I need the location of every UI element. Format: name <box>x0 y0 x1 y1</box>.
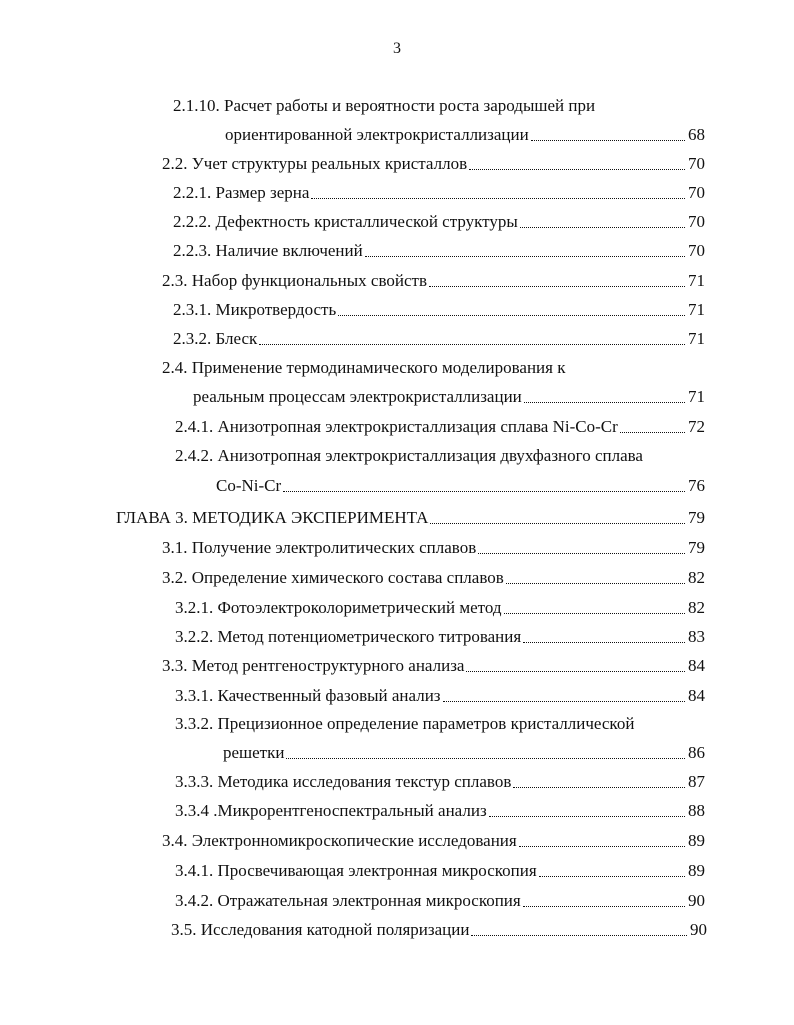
toc-entry <box>162 266 705 295</box>
toc-entry-page: 90 <box>690 920 707 939</box>
toc-entry <box>175 622 705 651</box>
toc-entry-title: 3.2. Определение химического состава сплавов <box>162 568 504 587</box>
dot-leader <box>489 815 685 817</box>
toc-entry <box>193 382 705 411</box>
toc-entry <box>175 856 705 885</box>
toc-entry-page: 89 <box>688 861 705 880</box>
dot-leader <box>429 285 685 287</box>
toc-entry-title: 3.3.4 .Микрорентгеноспектральный анализ <box>175 801 487 820</box>
toc-entry-page: 76 <box>688 476 705 495</box>
toc-entry <box>223 738 705 767</box>
toc-entry-page: 90 <box>688 891 705 910</box>
toc-entry-title: 3.4.2. Отражательная электронная микроскопия <box>175 891 521 910</box>
toc-entry <box>173 207 705 236</box>
toc-entry-title: 3.2.1. Фотоэлектроколориметрический метод <box>175 598 502 617</box>
toc-entry-page: 70 <box>688 154 705 173</box>
toc-entry-title: ориентированной электрокристаллизации <box>225 125 529 144</box>
toc-entry <box>175 441 643 470</box>
toc-entry-title: 2.3.1. Микротвердость <box>173 300 337 319</box>
toc-entry <box>162 563 705 592</box>
toc-entry-page: 79 <box>688 508 705 527</box>
toc-entry-page: 82 <box>688 568 705 587</box>
dot-leader <box>430 522 685 524</box>
toc-entry <box>175 886 705 915</box>
toc-entry <box>173 178 705 207</box>
toc-entry-page: 71 <box>688 271 705 290</box>
toc-entry-page: 70 <box>688 241 705 260</box>
toc-entry <box>175 412 705 441</box>
toc-entry <box>171 915 707 944</box>
toc-entry-title: 3.2.2. Метод потенциометрического титрования <box>175 627 522 646</box>
dot-leader <box>286 757 685 759</box>
toc-entry-page: 79 <box>688 538 705 557</box>
dot-leader <box>520 226 685 228</box>
toc-entry-title: 3.3. Метод рентгеноструктурного анализа <box>162 656 465 675</box>
toc-entry-title: 3.4. Электронномикроскопические исследования <box>162 831 517 850</box>
toc-entry-title: 2.2.2. Дефектность кристаллической структуры <box>173 212 518 231</box>
dot-leader <box>311 197 685 199</box>
dot-leader <box>513 786 685 788</box>
dot-leader <box>519 845 685 847</box>
toc-entry <box>175 593 705 622</box>
toc-entry-title: 2.4.2. Анизотропная электрокристаллизация двухфазного сплава <box>175 446 643 465</box>
dot-leader <box>620 431 685 433</box>
toc-entry-title: 2.2.1. Размер зерна <box>173 183 310 202</box>
toc-entry-title: 3.3.3. Методика исследования текстур сплавов <box>175 772 512 791</box>
toc-entry <box>162 353 565 382</box>
toc-entry-page: 86 <box>688 743 705 762</box>
toc-entry <box>116 503 705 532</box>
toc-entry-title: решетки <box>223 743 285 762</box>
toc-entry <box>225 120 705 149</box>
toc-entry-page: 71 <box>688 387 705 406</box>
dot-leader <box>523 641 685 643</box>
toc-entry <box>175 796 705 825</box>
toc-entry-page: 71 <box>688 329 705 348</box>
toc-entry-title: 2.4.1. Анизотропная электрокристаллизация сплава Ni-Co-Cr <box>175 417 618 436</box>
toc-entry <box>162 533 705 562</box>
dot-leader <box>524 401 685 403</box>
toc-entry-page: 82 <box>688 598 705 617</box>
toc-entry <box>173 324 705 353</box>
toc-entry-title: 2.3.2. Блеск <box>173 329 258 348</box>
dot-leader <box>338 314 685 316</box>
toc-entry <box>175 709 634 738</box>
toc-entry-title: 2.2. Учет структуры реальных кристаллов <box>162 154 468 173</box>
toc-entry-title: 3.3.2. Прецизионное определение параметров кристаллической <box>175 714 635 733</box>
toc-entry <box>173 236 705 265</box>
dot-leader <box>478 552 685 554</box>
dot-leader <box>506 582 685 584</box>
toc-entry-page: 71 <box>688 300 705 319</box>
toc-entry-page: 84 <box>688 686 705 705</box>
toc-entry-title: 2.3. Набор функциональных свойств <box>162 271 427 290</box>
toc-entry-title: 2.4. Применение термодинамического моделирования к <box>162 358 566 377</box>
dot-leader <box>469 168 685 170</box>
toc-entry-title: 3.3.1. Качественный фазовый анализ <box>175 686 441 705</box>
dot-leader <box>523 905 685 907</box>
toc-entry <box>162 149 705 178</box>
toc-entry-title: 3.5. Исследования катодной поляризации <box>171 920 470 939</box>
dot-leader <box>531 139 685 141</box>
toc-entry-page: 68 <box>688 125 705 144</box>
toc-entry <box>173 295 705 324</box>
toc-entry-page: 83 <box>688 627 705 646</box>
dot-leader <box>539 875 685 877</box>
toc-entry <box>173 91 595 120</box>
toc-entry-page: 84 <box>688 656 705 675</box>
toc-entry-title: 2.1.10. Расчет работы и вероятности роста зародышей при <box>173 96 596 115</box>
toc-entry-title: ГЛАВА 3. МЕТОДИКА ЭКСПЕРИМЕНТА <box>116 508 429 527</box>
toc-entry-page: 87 <box>688 772 705 791</box>
dot-leader <box>283 490 685 492</box>
dot-leader <box>471 934 687 936</box>
dot-leader <box>259 343 685 345</box>
dot-leader <box>504 612 685 614</box>
toc-entry-page: 89 <box>688 831 705 850</box>
toc-entry <box>216 471 705 500</box>
toc-entry-page: 88 <box>688 801 705 820</box>
dot-leader <box>365 255 685 257</box>
toc-entry <box>175 767 705 796</box>
toc-entry-title: 2.2.3. Наличие включений <box>173 241 363 260</box>
toc-entry-title: 3.1. Получение электролитических сплавов <box>162 538 477 557</box>
toc-entry <box>162 651 705 680</box>
toc-entry-page: 70 <box>688 183 705 202</box>
toc-entry-title: реальным процессам электрокристаллизации <box>193 387 522 406</box>
toc-entry-page: 72 <box>688 417 705 436</box>
toc-entry <box>162 826 705 855</box>
toc-entry-title: 3.4.1. Просвечивающая электронная микроскопия <box>175 861 537 880</box>
dot-leader <box>443 700 685 702</box>
page-number: 3 <box>393 40 401 57</box>
toc-entry-page: 70 <box>688 212 705 231</box>
toc-entry-title: Co-Ni-Cr <box>216 476 282 495</box>
dot-leader <box>466 670 685 672</box>
toc-entry <box>175 681 705 710</box>
